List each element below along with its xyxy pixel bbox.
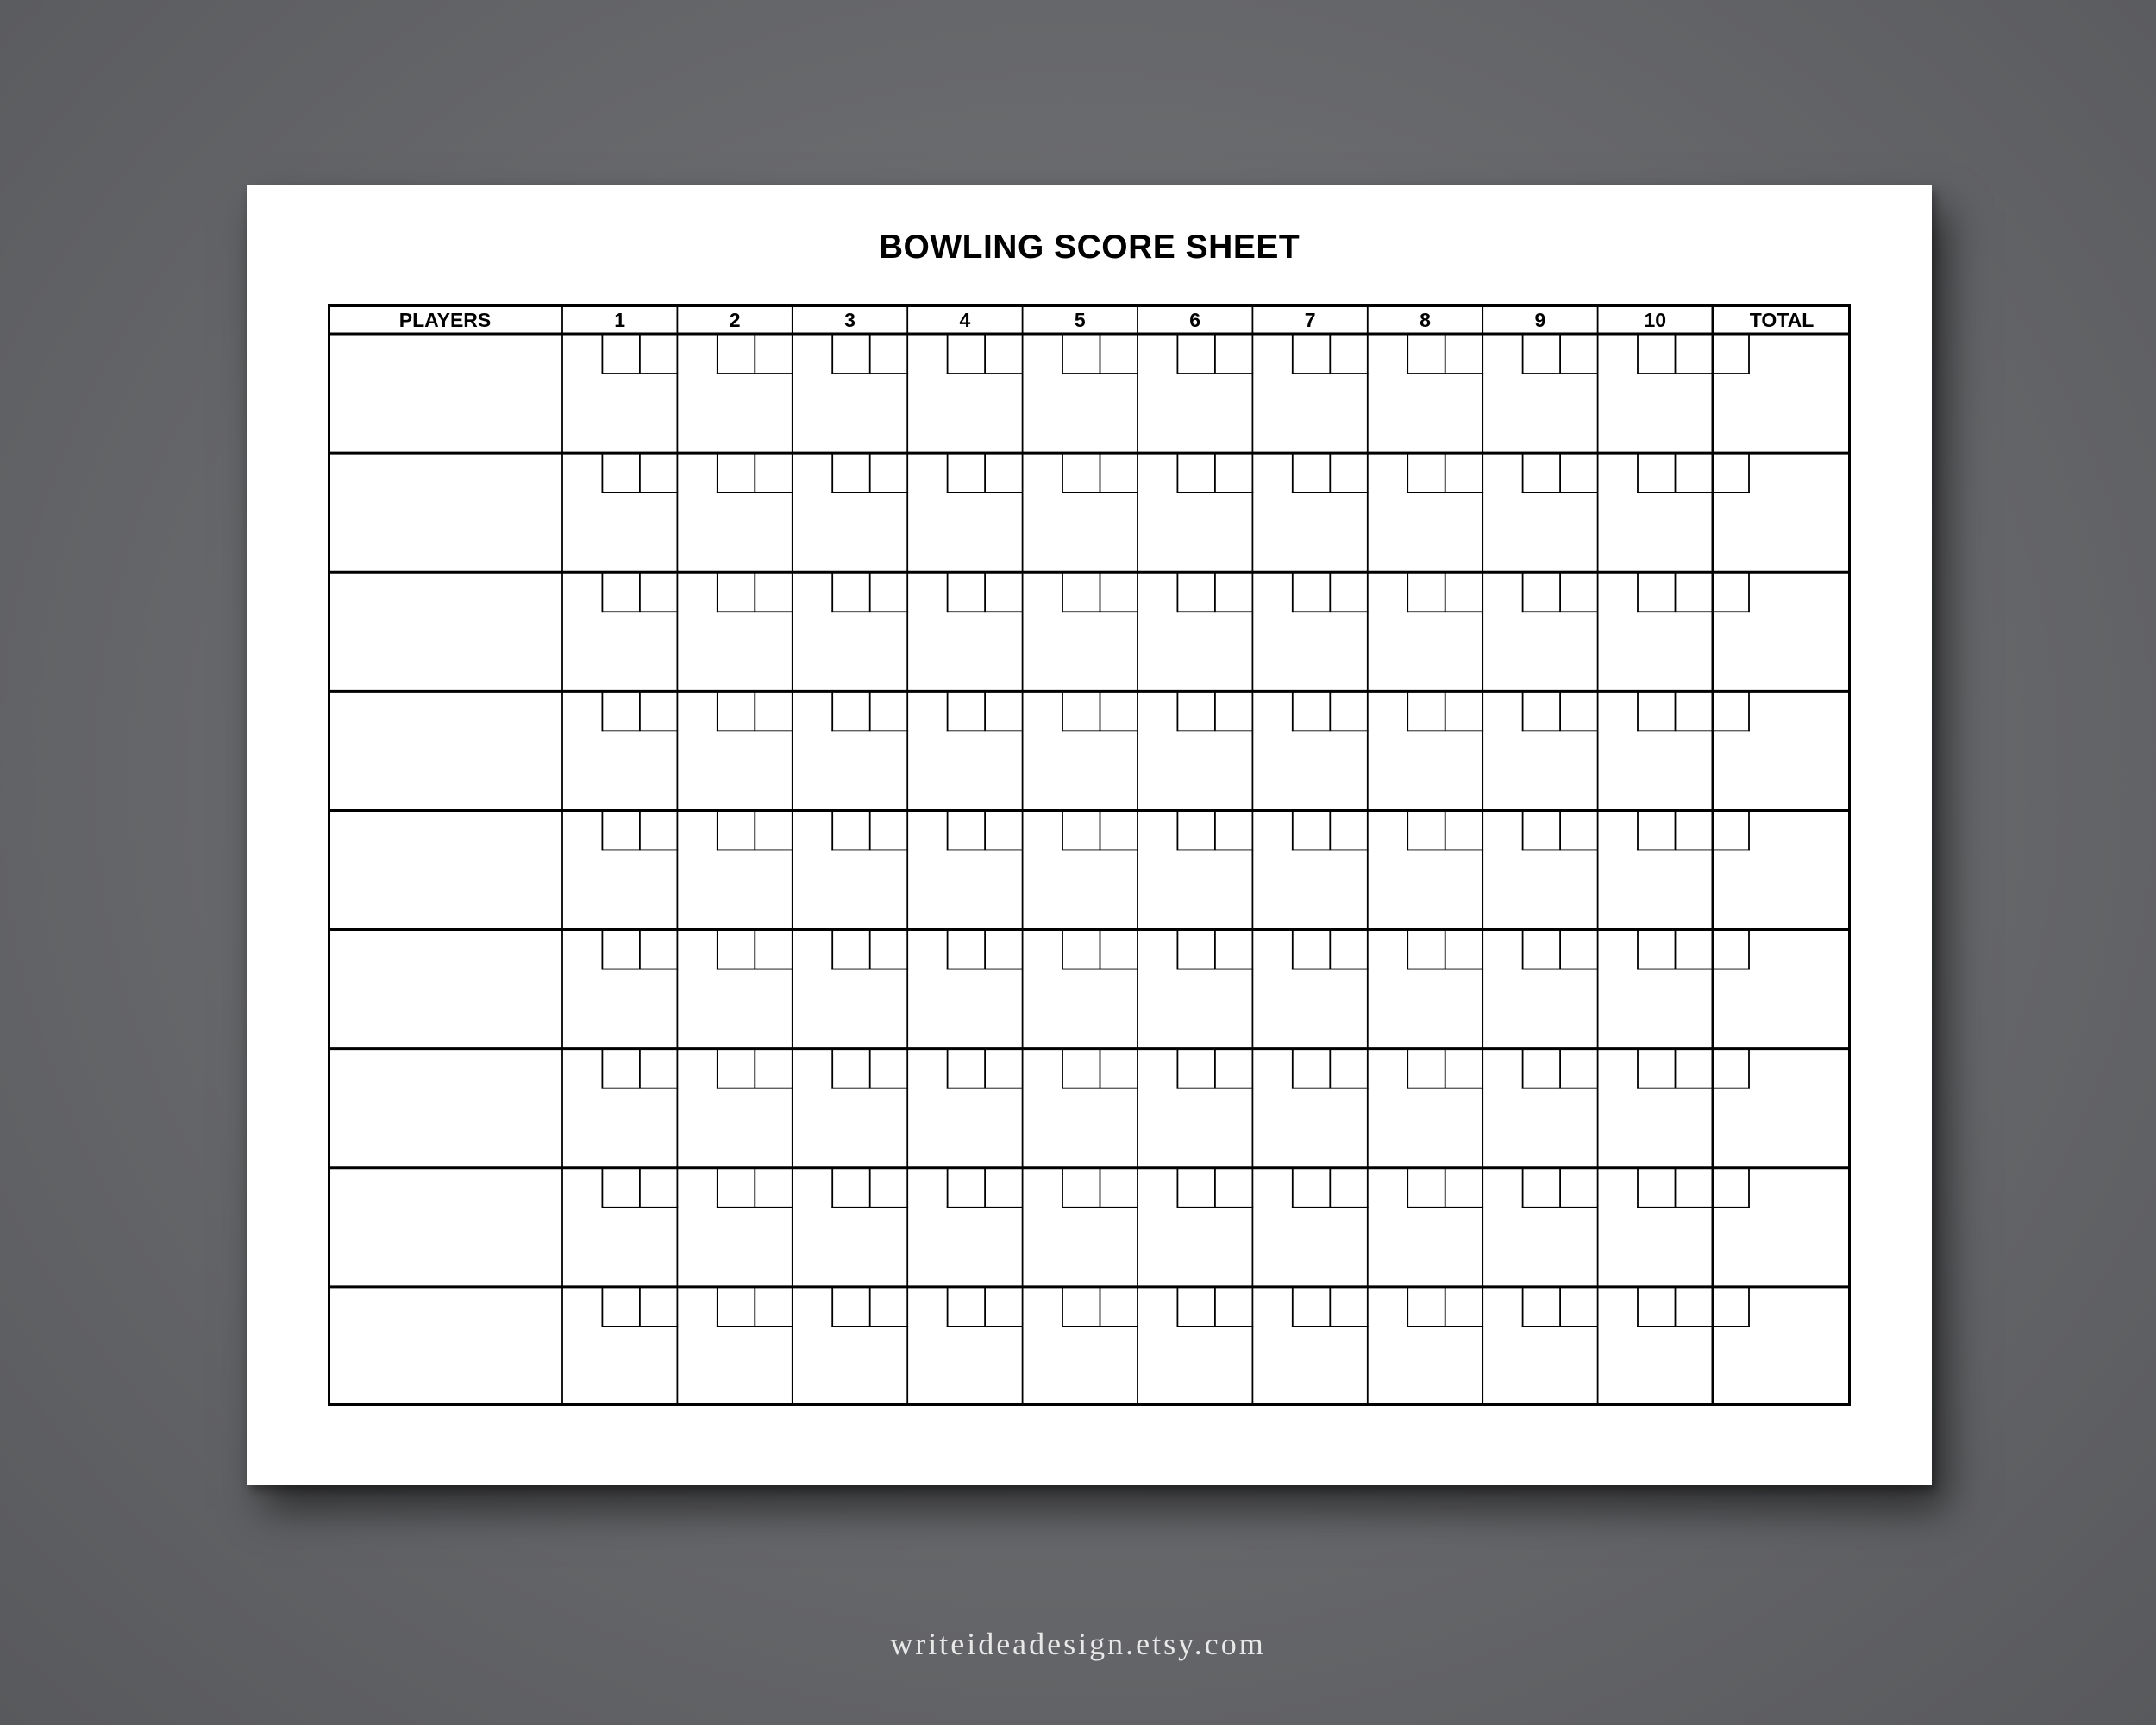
watermark: writeideadesign.etsy.com: [890, 1627, 1266, 1661]
header-frame-10: 10: [1644, 309, 1667, 331]
header-frame-7: 7: [1304, 309, 1316, 331]
header-frame-9: 9: [1534, 309, 1546, 331]
score-sheet-page: [247, 185, 1932, 1485]
header-frame-3: 3: [844, 309, 856, 331]
table-border: [329, 306, 1850, 1405]
header-frame-2: 2: [729, 309, 741, 331]
header-total: TOTAL: [1749, 309, 1814, 331]
header-frame-4: 4: [959, 309, 971, 331]
header-frame-1: 1: [614, 309, 626, 331]
page-title: BOWLING SCORE SHEET: [878, 229, 1300, 266]
header-players: PLAYERS: [398, 309, 492, 331]
score-table: [328, 304, 1851, 1406]
header-frame-6: 6: [1189, 309, 1201, 331]
header-frame-8: 8: [1420, 309, 1431, 331]
header-frame-5: 5: [1074, 309, 1086, 331]
